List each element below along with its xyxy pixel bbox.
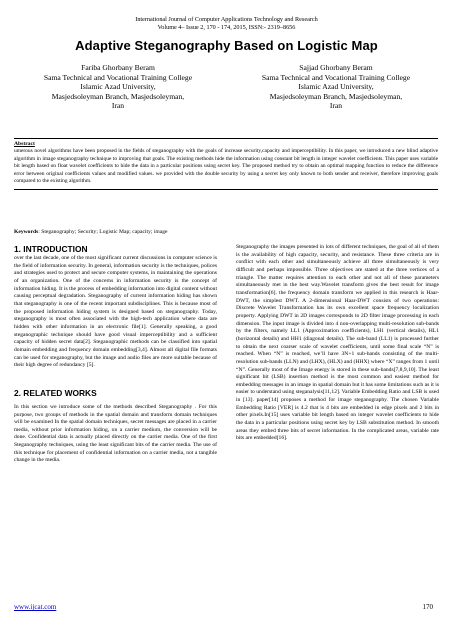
- author-affiliation: Islamic Azad University,: [80, 82, 156, 92]
- keywords-line: [14, 229, 438, 236]
- abstract-section: [14, 138, 438, 190]
- author-country: Iran: [111, 101, 125, 111]
- author-affiliation: Masjedsoleyman Branch, Masjedsoleyman,: [51, 91, 185, 101]
- section-spacer: [14, 370, 217, 388]
- abstract-text: umerous novel algorithms have been proposed in the fields of steganography with the goals of increase security,capacity and imperceptibility. In this paper, we introduced a new blind adaptive algorithm in image steganography technique to improving that goals. The existing methods hide the information using constant bit length in integer wavelet coefficients. This paper uses variable bit length based on float wavelet coefficients to hide the data in a particular positions using secret key. The proposed method try to obtain an optimal mapping function to reduce the difference error between original coefficients values and modified values. we provided with the double security by using a secret key only known to both sender and receiver, therefore improving goals compared to the existing algorithm.: [14, 148, 438, 184]
- keywords-label: Keywords: [14, 229, 39, 235]
- author-block-2: [236, 63, 436, 111]
- journal-volume: Volume 4– Issue 2, 170 - 174, 2015, ISSN:- 2319–8656: [157, 24, 296, 31]
- abstract-heading: Abstract: [14, 141, 35, 147]
- related-works-text: In this section we introduce some of the methods described Steganography . For this purpose, two groups of methods in the spatial domain and transform domain techniques will be examined In the spatial domain techniques, secret messages are placed in a carrier media, without prior information hiding, on a carrier medium, the conversion will be done. Confidential data is actually placed directly on the carrier media. One of the first Steganography techniques, using the least significant bits of the carrier media. The use of this technique for placement of confidential information on a carrier media, not a tangible change in the media.: [14, 403, 217, 464]
- right-column-text: Steganography the images presented in lots of different techniques, the goal of all of them is the availability of high capacity, security, and resistance. These three criteria are in conflict with each other and simultaneously achieve all three simultaneously is very difficult and perhaps impossible. Three objectives are stated at the three vertices of a triangle. The matter requires attention to each other and not all of these parameters simultaneously met in the best way.Wavelet transform gives the best result for image transformation[6]. the frequency domain transform we applied in this research is Haar-DWT, the simplest DWT. A 2-dimensional Haar-DWT consists of two operations: Discrete Wavelet Transformation has its own excellent space frequency localization property. Applying DWT in 2D images corresponds to 2D filter image processing in each dimension. The input image is divided into 4 non-overlapping multi-resolution sub-bands by the filters, namely LL1 (Approximation coefficients), LH1 (vertical details), HL1 (horizontal details) and HH1 (diagonal details). The sub-band (LL1) is processed further to obtain the next coarser scale of wavelet coefficients, until some final scale “N” is reached. When “N” is reached, we’ll have 3N+1 sub-bands consisting of the multi-resolution sub-bands (LLN) and (LHX), (HLX) and (HHX) where “X” ranges from 1 until “N”. Generally most of the Image energy is stored in these sub-bands[7,8,9,10]. The least significant bit (LSB) insertion method is the most common and easiest method for embedding messages in an image in spatial domain but it has some limitations such as it is easier to understand using steganalysis[11,12]. Variable Embedding Ratio and LSB is used in [13]. paper[14] proposes a method for image steganography. The chosen Variable Embedding Ratio [VER] is 4.2 that is 4 bits are embedded in edge pixels and 2 bits in other pixels.In[15] uses variable bit length based on integer wavelet coefficients to hide the data in a particular positions using secret key by LSB substitution method. In smooth areas they embed three bits of secret information. In the complicated areas, variable rate bits are embedded[16].: [236, 244, 439, 442]
- author-affiliation: Sama Technical and Vocational Training College: [261, 72, 411, 82]
- author-block-1: [18, 63, 218, 111]
- author-name: Sajjad Ghorbany Beram: [299, 63, 373, 72]
- introduction-text: over the last decade, one of the most significant current discussions in computer science is the field of information security. In general, information security is the techniques, polices and strategies used to protect and secure computer systems, in maintaining the operations of an organization. One of the concerns in information security is the concept of information hiding. It is the process of embedding information into digital content without causing perceptual degradation. Steganography of current information hiding has shown that steganography is one of the recent important subdisciplines. This is because most of the proposed information hiding system is designed based on steganography. Today, steganography is most often associated with the high-tech application where data are hidden with other information in an electronic file[1]. Generally speaking, a good steganographic technique should have good visual imperceptibility and a sufficient capacity of hidden secret data[2]. Steganographic methods can be classified into spatial domain embedding and frequency domain embedding[3,4]. Almost all digital file formats can be used for steganography, but the image and audio files are more suitable because of their high degree of redundancy [5].: [14, 255, 217, 369]
- journal-header: [0, 16, 453, 32]
- right-column: [236, 244, 439, 443]
- author-country: Iran: [329, 101, 343, 111]
- section-heading-introduction: 1. INTRODUCTION: [14, 244, 88, 254]
- footer-website-link[interactable]: www.ijcat.com: [14, 603, 57, 611]
- paper-title: Adaptive Steganography Based on Logistic Map: [75, 38, 378, 53]
- section-heading-related-works: 2. RELATED WORKS: [14, 387, 97, 398]
- author-affiliation: Sama Technical and Vocational Training College: [43, 72, 193, 82]
- author-affiliation: Masjedsoleyman Branch, Masjedsoleyman,: [269, 91, 403, 101]
- author-name: Fariba Ghorbany Beram: [81, 63, 155, 72]
- page-number: 170: [422, 603, 433, 611]
- author-affiliation: Islamic Azad University,: [298, 82, 374, 92]
- keywords-text: : Steganography; Security; Logistic Map; capacity; image: [38, 229, 168, 235]
- left-column: [14, 244, 217, 465]
- journal-name: International Journal of Computer Applications Technology and Research: [135, 16, 318, 23]
